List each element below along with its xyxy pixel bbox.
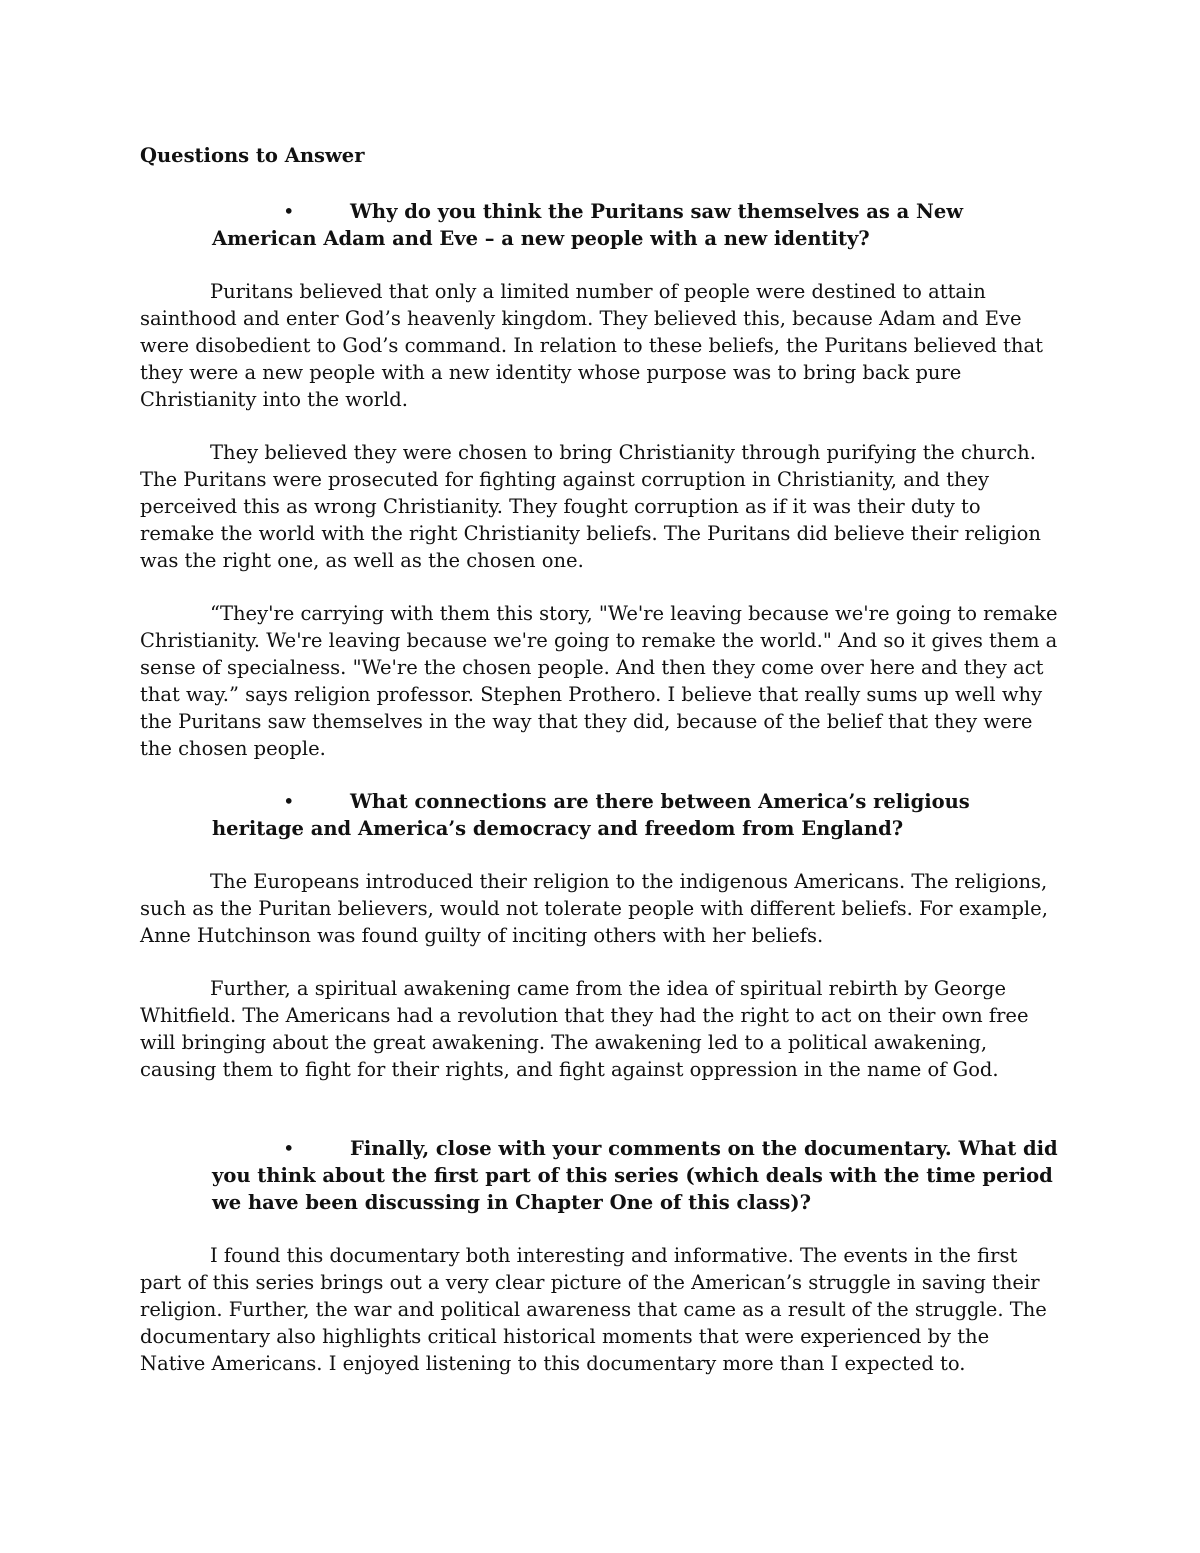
question-2 <box>140 788 1060 842</box>
answer-3-paragraph-1: I found this documentary both interesting and informative. The events in the first part of this series brings out a very clear picture of the American’s struggle in saving their religion. Further, the war and political awareness that came as a result of the struggle. The documentary also highlights critical historical moments that were experienced by the Native Americans. I enjoyed listening to this documentary more than I expected to. <box>140 1244 1047 1375</box>
answer-1-paragraph-3: “They're carrying with them this story, "We're leaving because we're going to remake Christianity. We're leaving because we're going to remake the world." And so it gives them a sense of specialness. "We're the chosen people. And then they come over here and they act that way.” says religion professor. Stephen Prothero. I believe that really sums up well why the Puritans saw themselves in the way that they did, because of the belief that they were the chosen people. <box>140 602 1058 760</box>
answer-1-paragraph-1: Puritans believed that only a limited number of people were destined to attain sainthood and enter God’s heavenly kingdom. They believed this, because Adam and Eve were disobedient to God’s command. In relation to these beliefs, the Puritans believed that they were a new people with a new identity whose purpose was to bring back pure Christianity into the world. <box>140 280 1043 411</box>
answer-2-paragraph-2: Further, a spiritual awakening came from the idea of spiritual rebirth by George Whitfield. The Americans had a revolution that they had the right to act on their own free will bringing about the great awakening. The awakening led to a political awakening, causing them to fight for their rights, and fight against oppression in the name of God. <box>140 977 1029 1081</box>
question-2-text: What connections are there between America’s religious heritage and America’s democracy and freedom from England? <box>212 790 970 840</box>
question-1 <box>140 198 1060 252</box>
answer-2-paragraph-1: The Europeans introduced their religion to the indigenous Americans. The religions, such as the Puritan believers, would not tolerate people with different beliefs. For example, Anne Hutchinson was found guilty of inciting others with her beliefs. <box>140 870 1048 947</box>
document-heading: Questions to Answer <box>140 144 365 167</box>
answer-1-paragraph-2: They believed they were chosen to bring Christianity through purifying the church. The Puritans were prosecuted for fighting against corruption in Christianity, and they perceived this as wrong Christianity. They fought corruption as if it was their duty to remake the world with the right Christianity beliefs. The Puritans did believe their religion was the right one, as well as the chosen one. <box>140 441 1041 572</box>
question-1-text: Why do you think the Puritans saw themselves as a New American Adam and Eve – a new people with a new identity? <box>212 200 964 250</box>
bullet-icon: • <box>283 200 295 223</box>
document-page <box>140 142 1060 1403</box>
question-3 <box>140 1135 1060 1216</box>
question-3-text: Finally, close with your comments on the documentary. What did you think about the first part of this series (which deals with the time period we have been discussing in Chapter One of this class)? <box>212 1137 1058 1214</box>
bullet-icon: • <box>283 790 295 813</box>
bullet-icon: • <box>283 1137 295 1160</box>
